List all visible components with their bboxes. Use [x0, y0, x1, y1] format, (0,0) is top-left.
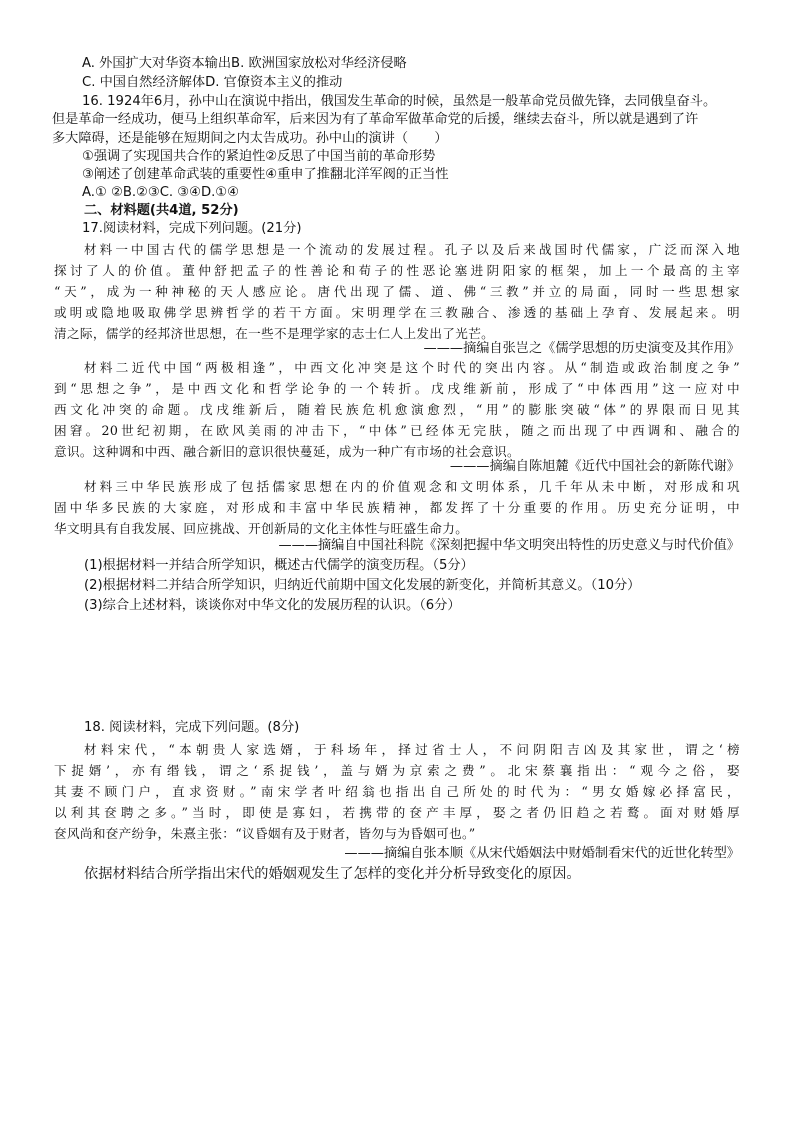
q18-material-line-2: 下捉婿’，亦有缗钱，谓之‘系捉钱’，盖与婿为京索之费”。北宋蔡襄指出：“观今之俗，娶	[54, 763, 740, 778]
q15-options-c-d: C. 中国自然经济解体D. 官僚资本主义的推动	[82, 75, 343, 90]
q18-title: 18. 阅读材料，完成下列问题。(8分)	[84, 720, 300, 735]
q17-material-2-line-3: 西文化冲突的命题。戊戌维新后，随着民族危机愈演愈烈，“用”的膨胀突破“体”的界限而日见其	[54, 402, 740, 417]
q16-statement-1-2: ①强调了实现国共合作的紧迫性②反思了中国当前的革命形势	[82, 149, 436, 164]
q17-material-2-line-5: 意识。这种调和中西、融合新旧的意识很快蔓延，成为一种广有市场的社会意识。	[54, 444, 520, 459]
q16-stem-line-1: 16. 1924年6月，孙中山在演说中指出，俄国发生革命的时候，虽然是一般革命党员做先锋，去同俄皇奋斗。	[82, 94, 717, 109]
q17-source-1: ———摘编自张岂之《儒学思想的历史演变及其作用》	[423, 341, 740, 356]
q17-material-1-line-4: 或明或隐地吸取佛学思辨哲学的若干方面。宋明理学在三教融合、渗透的基础上孕育、发展起来。明	[54, 305, 740, 320]
q18-question: 依据材料结合所学指出宋代的婚姻观发生了怎样的变化并分析导致变化的原因。	[84, 866, 581, 882]
q17-material-3-line-2: 固中华多民族的大家庭，对形成和丰富中华民族精神，都发挥了十分重要的作用。历史充分证明，中	[54, 500, 740, 515]
q17-question-2: (2)根据材料二并结合所学知识，归纳近代前期中国文化发展的新变化，并简析其意义。（10分）	[84, 578, 641, 593]
section-2-heading: 二、材料题(共4道, 52分)	[84, 203, 239, 218]
q18-source: ———摘编自张本顺《从宋代婚姻法中财婚制看宋代的近世化转型》	[344, 846, 740, 861]
q17-material-1-line-1: 材料一中国古代的儒学思想是一个流动的发展过程。孔子以及后来战国时代儒家，广泛而深入地	[84, 242, 740, 257]
q17-source-3: ———摘编自中国社科院《深刻把握中华文明突出特性的历史意义与时代价值》	[278, 538, 740, 553]
q16-statement-3-4: ③阐述了创建革命武装的重要性④重申了推翻北洋军阀的正当性	[82, 167, 449, 182]
q17-material-3-line-1: 材料三中华民族形成了包括儒家思想在内的价值观念和文明体系，几千年从未中断，对形成和巩	[84, 479, 740, 494]
q17-material-1-line-5: 清之际，儒学的经邦济世思想，在一些不是理学家的志士仁人上发出了光芒。	[54, 326, 495, 341]
q17-material-2-line-2: 到“思想之争”，是中西文化和哲学论争的一个转折。戊戌维新前，形成了“中体西用”这一应对中	[54, 381, 740, 396]
q17-material-1-line-2: 探讨了人的价值。董仲舒把孟子的性善论和荀子的性恶论塞进阴阳家的框架，加上一个最高的主宰	[54, 263, 740, 278]
q17-title: 17.阅读材料，完成下列问题。(21分)	[82, 221, 302, 236]
q18-material-line-1: 材料宋代，“本朝贵人家选婿，于科场年，择过省士人，不问阴阳吉凶及其家世，谓之‘榜	[84, 742, 740, 757]
q17-question-1: (1)根据材料一并结合所学知识，概述古代儒学的演变历程。（5分）	[84, 558, 474, 573]
q16-answer-options: A.① ②B.②③C. ③④D.①④	[82, 185, 239, 200]
q17-material-3-line-3: 华文明具有自我发展、回应挑战、开创新局的文化主体性与旺盛生命力。	[54, 521, 469, 536]
q15-options-a-b: A. 外国扩大对华资本输出B. 欧洲国家放松对华经济侵略	[82, 56, 407, 71]
q16-stem-line-2: 但是革命一经成功，便马上组织革命军，后来因为有了革命军做革命党的后援，继续去奋斗，所以就是遇到了许	[52, 112, 699, 127]
q17-material-1-line-3: “天”，成为一种神秘的天人感应论。唐代出现了儒、道、佛“三教”并立的局面，同时一些思想家	[54, 284, 740, 299]
q18-material-line-5: 奁风尚和奁产纷争，朱熹主张：“议昏姻有及于财者，皆勿与为昏姻可也。”	[54, 826, 476, 841]
q17-material-2-line-4: 困窘。20世纪初期，在欧风美雨的冲击下，“中体”已经体无完肤，随之而出现了中西调和、融合的	[54, 423, 740, 438]
q17-question-3: (3)综合上述材料，谈谈你对中华文化的发展历程的认识。（6分）	[84, 598, 461, 613]
q16-stem-line-3: 多大障碍，还是能够在短期间之内太告成功。孙中山的演讲（ ）	[52, 131, 448, 146]
q18-material-line-4: 以利其奁聘之多。”当时，即使是寡妇，若携带的奁产丰厚，娶之者仍旧趋之若鹜。面对财婚厚	[54, 805, 740, 820]
q18-material-line-3: 其妻不顾门户，直求资财。”南宋学者叶绍翁也指出自己所处的时代为：“男女婚嫁必择富民，	[54, 784, 740, 799]
q17-source-2: ———摘编自陈旭麓《近代中国社会的新陈代谢》	[449, 459, 740, 474]
q17-material-2-line-1: 材料二近代中国“两极相逢”，中西文化冲突是这个时代的突出内容。从“制造或政治制度之争”	[84, 360, 740, 375]
